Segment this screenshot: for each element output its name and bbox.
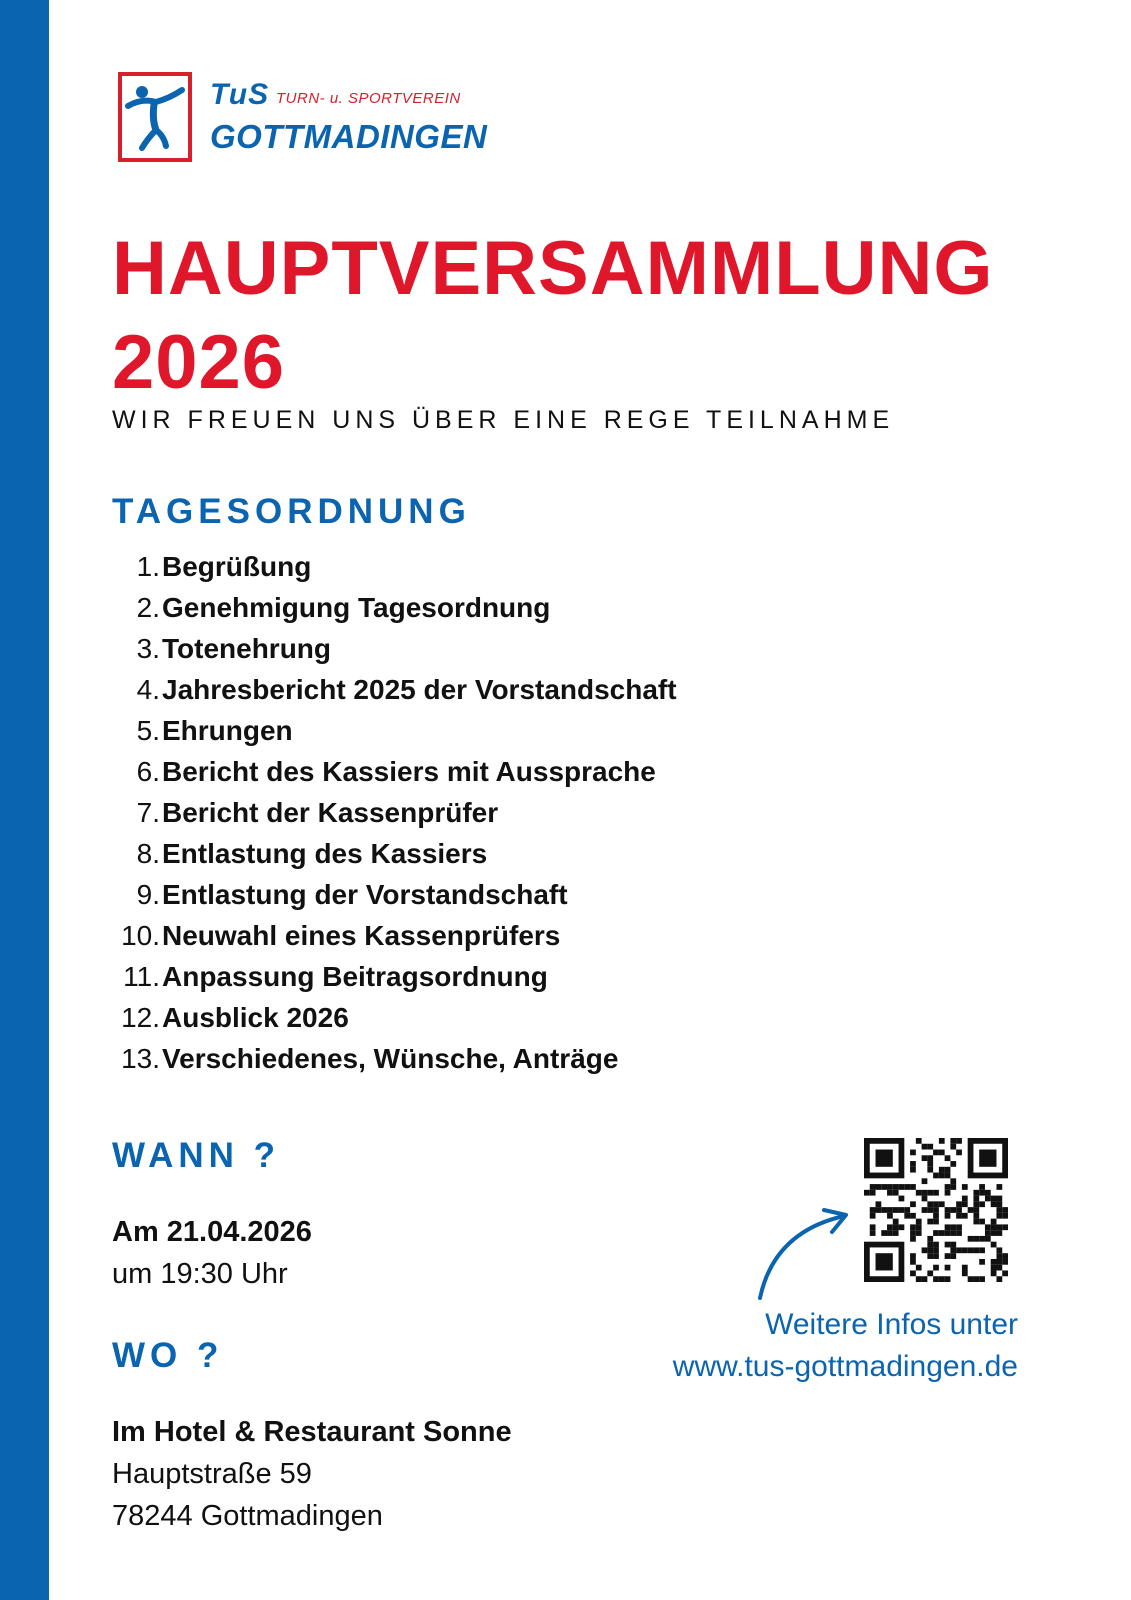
agenda-item-label: Entlastung der Vorstandschaft — [162, 878, 568, 910]
page-title — [112, 222, 994, 410]
logo-club-name: GOTTMADINGEN — [210, 118, 488, 155]
agenda-item — [112, 915, 677, 956]
agenda-item-number: 4. — [136, 673, 160, 705]
agenda-item-number: 10. — [121, 919, 160, 951]
agenda-item-label: Totenehrung — [162, 632, 332, 664]
event-time: um 19:30 Uhr — [112, 1258, 288, 1290]
logo-frame — [118, 72, 192, 162]
agenda-item-number: 1. — [136, 550, 160, 582]
when-heading: WANN ? — [112, 1136, 281, 1175]
agenda-item-label: Anpassung Beitragsordnung — [162, 960, 548, 992]
logo-subtitle: TURN- u. SPORTVEREIN — [276, 90, 461, 107]
agenda-item-label: Jahresbericht 2025 der Vorstandschaft — [162, 673, 677, 705]
agenda-item-number: 7. — [136, 796, 160, 828]
agenda-item-number: 2. — [136, 591, 160, 623]
logo-short-name: TuS — [210, 78, 270, 111]
agenda-item — [112, 997, 677, 1038]
qr-code[interactable] — [864, 1138, 1008, 1282]
agenda-item-label: Ehrungen — [162, 714, 293, 746]
agenda-item-number: 11. — [123, 960, 160, 992]
agenda-item-number: 13. — [121, 1042, 160, 1074]
agenda-item — [112, 874, 677, 915]
more-info-label: Weitere Infos unter — [765, 1308, 1018, 1341]
more-info — [620, 1304, 1018, 1388]
where-heading: WO ? — [112, 1336, 224, 1375]
title-line-2: 2026 — [112, 320, 286, 405]
agenda-item-number: 12. — [121, 1001, 160, 1033]
agenda-item-number: 5. — [136, 714, 160, 746]
title-line-1: HAUPTVERSAMMLUNG — [112, 226, 994, 311]
agenda-item — [112, 710, 677, 751]
agenda-item-label: Begrüßung — [162, 550, 312, 582]
agenda-item — [112, 751, 677, 792]
agenda-item-number: 8. — [136, 837, 160, 869]
website-link[interactable]: www.tus-gottmadingen.de — [672, 1350, 1018, 1383]
agenda-item-number: 3. — [136, 632, 160, 664]
agenda-item-label: Verschiedenes, Wünsche, Anträge — [162, 1042, 619, 1074]
agenda-item-label: Bericht des Kassiers mit Aussprache — [162, 755, 656, 787]
agenda-list — [112, 546, 677, 1079]
agenda-item-label: Neuwahl eines Kassenprüfers — [162, 919, 561, 951]
agenda-item — [112, 833, 677, 874]
gymnast-icon — [122, 76, 188, 158]
agenda-item — [112, 669, 677, 710]
agenda-item-number: 6. — [136, 755, 160, 787]
venue-name: Im Hotel & Restaurant Sonne — [112, 1416, 512, 1448]
venue-street: Hauptstraße 59 — [112, 1458, 312, 1490]
club-logo — [118, 72, 488, 168]
agenda-item — [112, 628, 677, 669]
agenda-item-number: 9. — [136, 878, 160, 910]
event-date: Am 21.04.2026 — [112, 1216, 312, 1248]
venue-city: 78244 Gottmadingen — [112, 1500, 383, 1532]
agenda-item — [112, 956, 677, 997]
agenda-item-label: Ausblick 2026 — [162, 1001, 349, 1033]
agenda-item — [112, 546, 677, 587]
page-subtitle: WIR FREUEN UNS ÜBER EINE REGE TEILNAHME — [112, 406, 895, 434]
agenda-item-label: Entlastung des Kassiers — [162, 837, 488, 869]
agenda-item-label: Bericht der Kassenprüfer — [162, 796, 499, 828]
agenda-item — [112, 587, 677, 628]
arrow-icon — [752, 1208, 854, 1304]
agenda-item — [112, 792, 677, 833]
side-accent-bar — [0, 0, 49, 1600]
agenda-heading: TAGESORDNUNG — [112, 492, 471, 531]
agenda-item-label: Genehmigung Tagesordnung — [162, 591, 551, 623]
agenda-item — [112, 1038, 677, 1079]
